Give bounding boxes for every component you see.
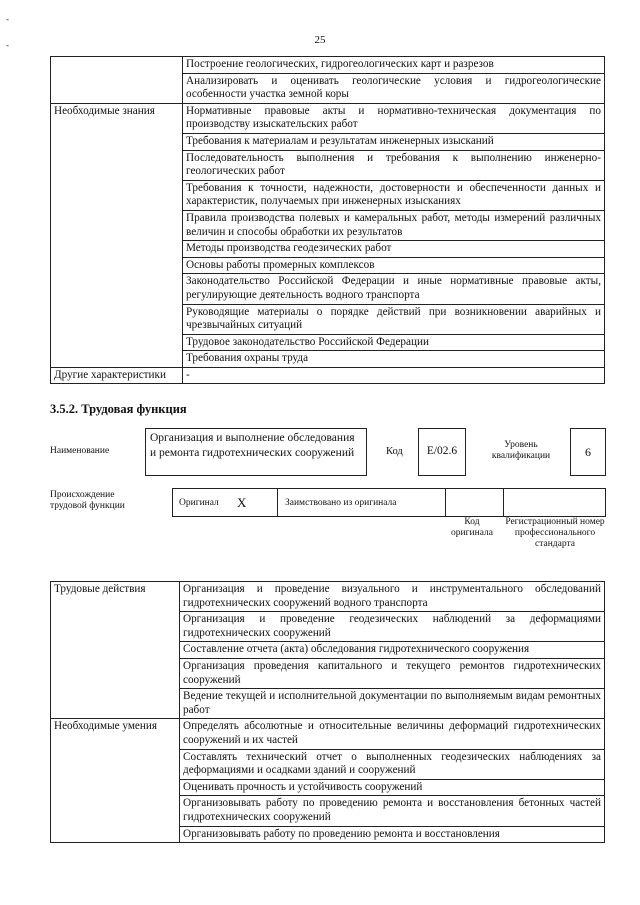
row-label-knowledge: Необходимые знания <box>51 103 183 367</box>
name-value: Организация и выполнение обследования и ремонта гидротехнических сооружений <box>150 432 355 459</box>
table-row <box>51 367 605 384</box>
table-cell: Нормативные правовые акты и нормативно-техническая документация по производству изыскательских работ <box>183 103 605 133</box>
table-cell: Законодательство Российской Федерации и иные нормативные правовые акты, регулирующие деятельность водного транспорта <box>183 274 605 304</box>
table-row <box>51 719 605 749</box>
page-number: 25 <box>314 34 326 46</box>
actions-table <box>50 581 605 843</box>
name-label: Наименование <box>50 446 110 456</box>
row-label-other: Другие характеристики <box>51 367 183 384</box>
row-label-skills: Необходимые умения <box>51 719 180 843</box>
table-cell: Руководящие материалы о порядке действий при возникновении аварийных и чрезвычайных ситуаций <box>183 304 605 334</box>
table-row <box>51 103 605 133</box>
table-cell: Требования охраны труда <box>183 351 605 368</box>
knowledge-table <box>50 56 605 384</box>
section-title: 3.5.2. Трудовая функция <box>50 402 187 416</box>
table-cell: Организация и проведение геодезических наблюдений за деформациями гидротехнических сооружений <box>180 612 605 642</box>
original-mark: X <box>237 495 247 510</box>
level-label: Уровень квалификации <box>491 440 551 461</box>
original-label: Оригинал <box>179 498 219 508</box>
table-cell: Составление отчета (акта) обследования гидротехнического сооружения <box>180 642 605 659</box>
table-cell: Организация проведения капитального и текущего ремонтов гидротехнических сооружений <box>180 658 605 688</box>
table-cell: Последовательность выполнения и требования к выполнению инженерно-геологических работ <box>183 150 605 180</box>
table-cell: Требования к точности, надежности, достоверности и обеспеченности данных и характеристик, получаемых при инженерных изысканиях <box>183 180 605 210</box>
borrowed-label: Заимствовано из оригинала <box>285 498 397 508</box>
row-label <box>51 57 183 104</box>
origin-divider <box>445 489 446 516</box>
table-cell: Составлять технический отчет о выполненных геодезических наблюдениях за деформациями и осадками зданий и сооружений <box>180 749 605 779</box>
table-cell: Ведение текущей и исполнительной документации по выполняемым видам ремонтных работ <box>180 689 605 719</box>
table-cell: Организовывать работу по проведению ремонта и восстановления <box>180 826 605 843</box>
table-cell: Анализировать и оценивать геологические условия и гидрогеологические особенности участка земной коры <box>183 73 605 103</box>
table-cell: Оценивать прочность и устойчивость сооружений <box>180 779 605 796</box>
table-cell: Построение геологических, гидрогеологических карт и разрезов <box>183 57 605 74</box>
origin-box <box>172 488 606 517</box>
table-cell: Трудовое законодательство Российской Федерации <box>183 334 605 351</box>
table-cell: Методы производства геодезических работ <box>183 241 605 258</box>
table-cell: - <box>183 367 605 384</box>
code-original-caption: Код оригинала <box>451 517 493 538</box>
table-row <box>51 582 605 612</box>
name-box <box>145 428 367 476</box>
table-cell: Основы работы промерных комплексов <box>183 257 605 274</box>
table-cell: Определять абсолютные и относительные величины деформаций гидротехнических сооружений и их частей <box>180 719 605 749</box>
level-box <box>570 428 606 476</box>
margin-mark-second: - <box>6 40 9 50</box>
table-cell: Организация и проведение визуального и инструментального обследований гидротехнических сооружений водного транспорта <box>180 582 605 612</box>
table-cell: Правила производства полевых и камеральных работ, методы измерений различных величин и способы обработки их результатов <box>183 210 605 240</box>
margin-mark-top: - <box>6 14 9 24</box>
code-label: Код <box>386 446 403 457</box>
level-value: 6 <box>585 445 591 459</box>
table-cell: Организовывать работу по проведению ремонта и восстановления бетонных частей гидротехнических сооружений <box>180 796 605 826</box>
table-cell: Требования к материалам и результатам инженерных изысканий <box>183 133 605 150</box>
origin-divider <box>503 489 504 516</box>
code-value: E/02.6 <box>426 445 458 457</box>
origin-divider <box>277 489 278 516</box>
reg-number-caption: Регистрационный номер профессионального стандарта <box>505 517 605 549</box>
table-row <box>51 57 605 74</box>
code-box <box>418 428 466 476</box>
row-label-actions: Трудовые действия <box>51 582 180 719</box>
origin-label: Происхождение трудовой функции <box>50 490 125 511</box>
